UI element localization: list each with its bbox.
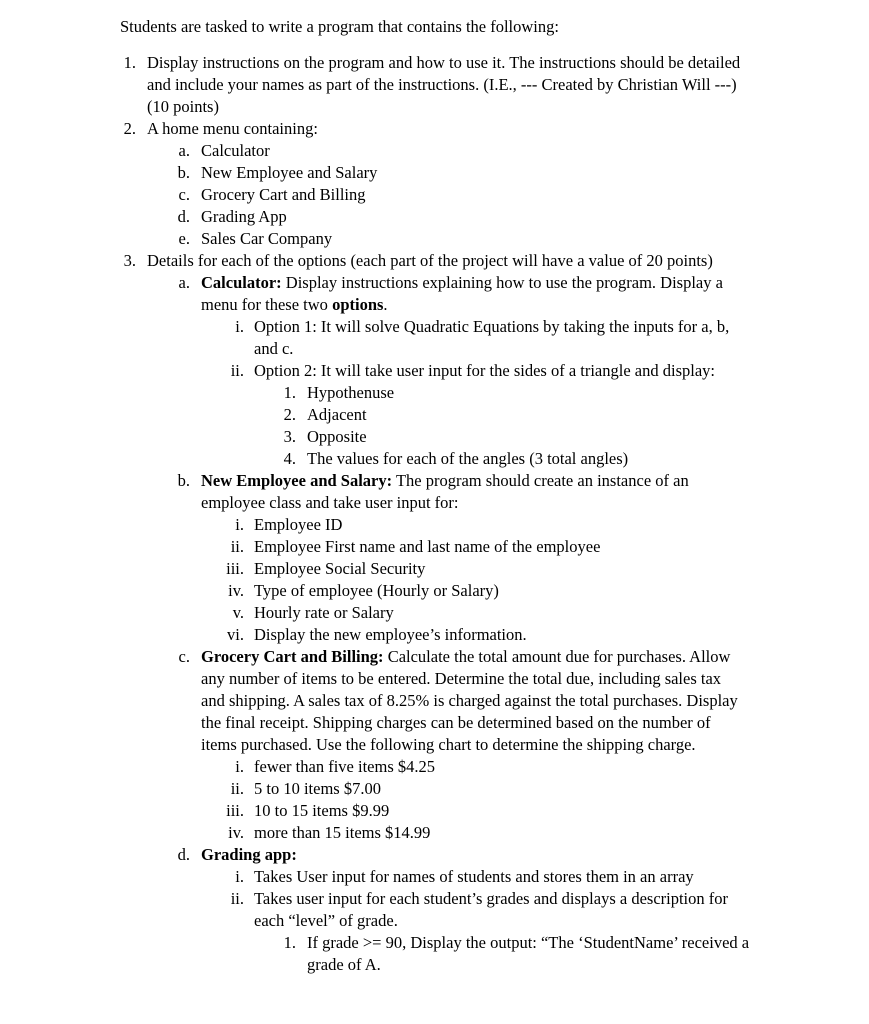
triangle-item-marker: 3. [283, 427, 296, 446]
grocery-line2: any number of items to be entered. Determine the total due, including sales tax [201, 669, 722, 688]
shipping-item-marker: iv. [228, 823, 244, 842]
calc-heading: Calculator: [201, 273, 282, 292]
employee-item-marker: vi. [227, 625, 244, 644]
employee-item-marker: v. [232, 603, 244, 622]
menu-option-marker: e. [178, 229, 190, 248]
triangle-item-hypothenuse: Hypothenuse [307, 383, 395, 402]
grocery-line5: items purchased. Use the following chart to determine the shipping charge. [201, 735, 696, 754]
calc-opt1-line2: and c. [254, 339, 294, 358]
grocery-line1 [201, 646, 730, 668]
triangle-item-marker: 1. [283, 383, 296, 402]
grading-sub-line1: If grade >= 90, Display the output: “The ‘StudentName’ received a [307, 933, 750, 952]
calc-opt1-marker: i. [235, 317, 244, 336]
intro-text: Students are tasked to write a program that contains the following: [120, 17, 559, 36]
shipping-item: more than 15 items $14.99 [254, 823, 431, 842]
menu-option-grocery: Grocery Cart and Billing [201, 185, 366, 204]
triangle-item-marker: 4. [283, 449, 296, 468]
item2-marker: 2. [123, 119, 136, 138]
menu-option-marker: a. [178, 141, 190, 160]
grocery-line1-text: Calculate the total amount due for purchases. Allow [383, 647, 731, 666]
item3-text: Details for each of the options (each part of the project will have a value of 20 points) [147, 251, 713, 270]
employee-heading: New Employee and Salary: [201, 471, 393, 490]
item1-line1: Display instructions on the program and how to use it. The instructions should be detailed [147, 53, 741, 72]
calc-line1 [201, 272, 723, 294]
shipping-item: fewer than five items $4.25 [254, 757, 435, 776]
item1-line3: (10 points) [147, 97, 219, 116]
grading-i-marker: i. [235, 867, 244, 886]
grocery-marker: c. [178, 647, 190, 666]
calc-line2-period: . [383, 295, 388, 314]
grading-heading: Grading app: [201, 845, 297, 864]
employee-item-rate: Hourly rate or Salary [254, 603, 394, 622]
calc-opt2-line1: Option 2: It will take user input for the sides of a triangle and display: [254, 361, 715, 380]
grading-ii-marker: ii. [230, 889, 244, 908]
employee-item-marker: iv. [228, 581, 244, 600]
employee-item-ssn: Employee Social Security [254, 559, 426, 578]
calc-options-bold: options [332, 295, 384, 314]
triangle-item-marker: 2. [283, 405, 296, 424]
employee-item-type: Type of employee (Hourly or Salary) [254, 581, 499, 600]
item1-marker: 1. [123, 53, 136, 72]
menu-option-sales-car: Sales Car Company [201, 229, 333, 248]
grading-heading-line [201, 844, 297, 866]
grading-sub-line2: grade of A. [307, 955, 381, 974]
triangle-item-opposite: Opposite [307, 427, 367, 446]
grading-ii-line2: each “level” of grade. [254, 911, 398, 930]
shipping-item-marker: iii. [226, 801, 244, 820]
menu-option-employee: New Employee and Salary [201, 163, 378, 182]
employee-line1-text: The program should create an instance of an [392, 471, 689, 490]
employee-item-name: Employee First name and last name of the employee [254, 537, 601, 556]
triangle-item-adjacent: Adjacent [307, 405, 367, 424]
item2-text: A home menu containing: [147, 119, 318, 138]
employee-item-marker: i. [235, 515, 244, 534]
grocery-line3: and shipping. A sales tax of 8.25% is charged against the total purchases. Display [201, 691, 738, 710]
grocery-line4: the final receipt. Shipping charges can be determined based on the number of [201, 713, 711, 732]
employee-item-display: Display the new employee’s information. [254, 625, 527, 644]
grading-ii-line1: Takes user input for each student’s grades and displays a description for [254, 889, 729, 908]
item1-line2: and include your names as part of the instructions. (I.E., --- Created by Christian Will ---) [147, 75, 737, 94]
grading-i-text: Takes User input for names of students and stores them in an array [254, 867, 694, 886]
shipping-item: 5 to 10 items $7.00 [254, 779, 381, 798]
calc-line2 [201, 294, 388, 316]
employee-line2: employee class and take user input for: [201, 493, 459, 512]
calc-opt2-marker: ii. [230, 361, 244, 380]
employee-marker: b. [177, 471, 190, 490]
grading-marker: d. [177, 845, 190, 864]
calc-opt1-line1: Option 1: It will solve Quadratic Equations by taking the inputs for a, b, [254, 317, 730, 336]
employee-item-id: Employee ID [254, 515, 343, 534]
calc-line1-text: Display instructions explaining how to use the program. Display a [281, 273, 723, 292]
shipping-item-marker: ii. [230, 779, 244, 798]
menu-option-marker: d. [177, 207, 190, 226]
menu-option-grading: Grading App [201, 207, 287, 226]
triangle-item-angles: The values for each of the angles (3 total angles) [307, 449, 629, 468]
menu-option-calculator: Calculator [201, 141, 270, 160]
employee-line1 [201, 470, 689, 492]
calc-line2-text: menu for these two [201, 295, 333, 314]
grocery-heading: Grocery Cart and Billing: [201, 647, 384, 666]
grading-sub-marker: 1. [283, 933, 296, 952]
employee-item-marker: iii. [226, 559, 244, 578]
menu-option-marker: b. [177, 163, 190, 182]
shipping-item-marker: i. [235, 757, 244, 776]
item3-marker: 3. [123, 251, 136, 270]
employee-item-marker: ii. [230, 537, 244, 556]
shipping-item: 10 to 15 items $9.99 [254, 801, 390, 820]
menu-option-marker: c. [178, 185, 190, 204]
calc-marker: a. [178, 273, 190, 292]
